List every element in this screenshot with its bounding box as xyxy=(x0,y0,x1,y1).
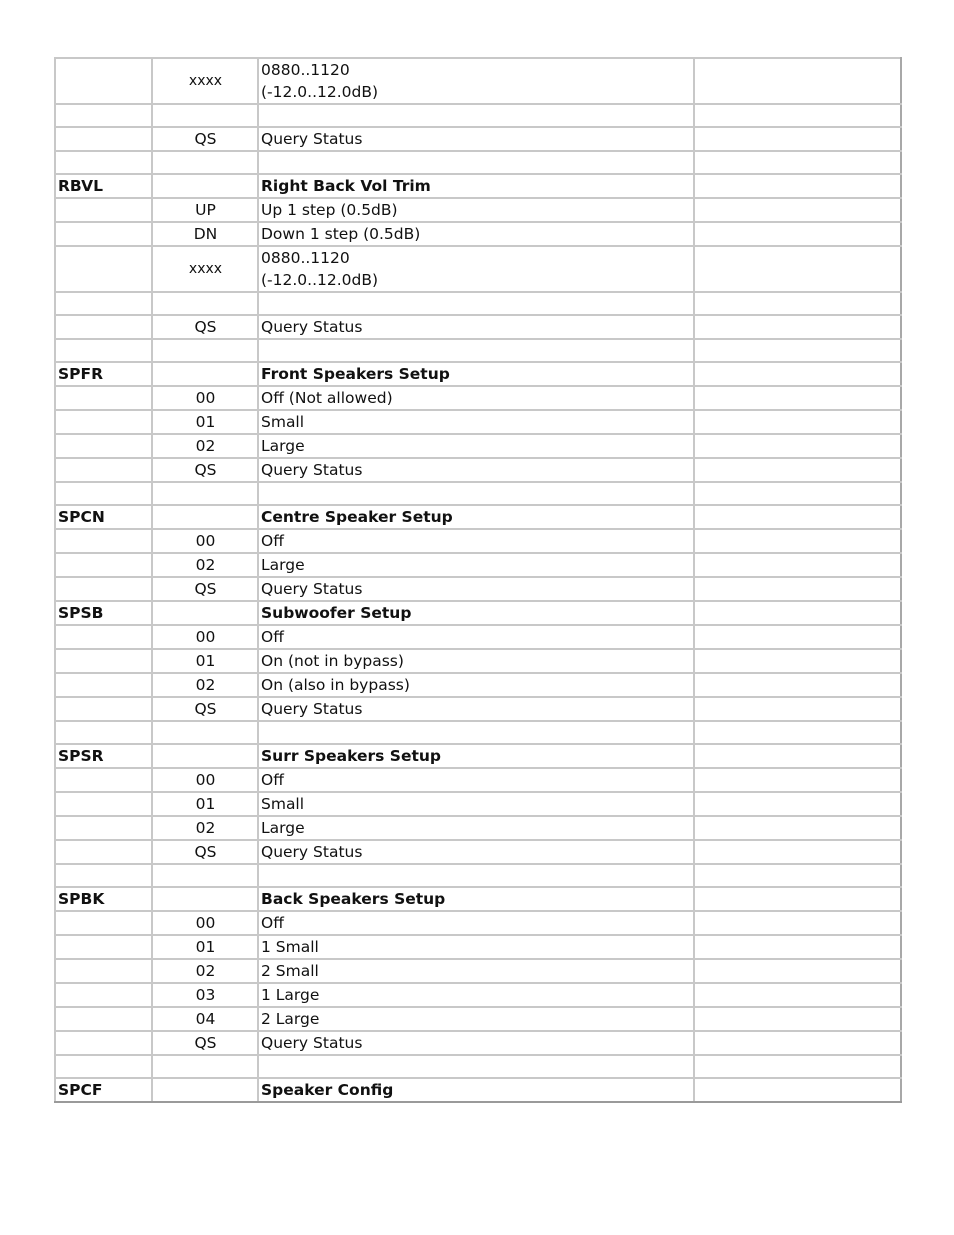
command-name-cell xyxy=(55,434,152,458)
command-name-cell xyxy=(55,816,152,840)
parameter-code-cell xyxy=(152,482,258,505)
command-table-body xyxy=(55,58,901,1102)
notes-cell xyxy=(694,362,901,386)
parameter-code-cell: QS xyxy=(152,127,258,151)
description-cell: Small xyxy=(258,792,694,816)
notes-cell xyxy=(694,697,901,721)
command-name-cell: RBVL xyxy=(55,174,152,198)
parameter-code-cell: 03 xyxy=(152,983,258,1007)
description-cell: On (also in bypass) xyxy=(258,673,694,697)
description-cell: Off (Not allowed) xyxy=(258,386,694,410)
table-row xyxy=(55,1007,901,1031)
command-name-cell xyxy=(55,482,152,505)
parameter-code-cell: 02 xyxy=(152,673,258,697)
parameter-code-cell: QS xyxy=(152,697,258,721)
command-header-row xyxy=(55,174,901,198)
command-name-cell xyxy=(55,697,152,721)
command-name-cell xyxy=(55,198,152,222)
table-row xyxy=(55,151,901,174)
parameter-code-cell xyxy=(152,505,258,529)
parameter-code-cell: 02 xyxy=(152,434,258,458)
command-name-cell: SPCN xyxy=(55,505,152,529)
parameter-code-cell: 01 xyxy=(152,935,258,959)
table-row xyxy=(55,649,901,673)
notes-cell xyxy=(694,721,901,744)
description-cell xyxy=(258,339,694,362)
description-cell: Front Speakers Setup xyxy=(258,362,694,386)
description-cell: Up 1 step (0.5dB) xyxy=(258,198,694,222)
table-row xyxy=(55,816,901,840)
notes-cell xyxy=(694,127,901,151)
notes-cell xyxy=(694,935,901,959)
table-row xyxy=(55,246,901,292)
description-cell xyxy=(258,292,694,315)
table-row xyxy=(55,959,901,983)
command-name-cell xyxy=(55,911,152,935)
notes-cell xyxy=(694,151,901,174)
description-cell: Right Back Vol Trim xyxy=(258,174,694,198)
notes-cell xyxy=(694,434,901,458)
table-row xyxy=(55,625,901,649)
description-cell: Query Status xyxy=(258,458,694,482)
parameter-code-cell: 01 xyxy=(152,792,258,816)
notes-cell xyxy=(694,482,901,505)
description-cell xyxy=(258,482,694,505)
parameter-code-cell: 01 xyxy=(152,649,258,673)
parameter-code-cell: 02 xyxy=(152,816,258,840)
description-cell: Small xyxy=(258,410,694,434)
command-header-row xyxy=(55,362,901,386)
description-cell: Large xyxy=(258,434,694,458)
description-cell: 1 Small xyxy=(258,935,694,959)
command-name-cell xyxy=(55,151,152,174)
command-name-cell xyxy=(55,721,152,744)
table-row xyxy=(55,386,901,410)
description-cell: Query Status xyxy=(258,577,694,601)
description-cell: Subwoofer Setup xyxy=(258,601,694,625)
table-row xyxy=(55,697,901,721)
description-line: 0880..1120 xyxy=(261,61,350,79)
description-cell: 2 Small xyxy=(258,959,694,983)
notes-cell xyxy=(694,1007,901,1031)
description-cell: Off xyxy=(258,625,694,649)
parameter-code-cell xyxy=(152,601,258,625)
description-cell: 1 Large xyxy=(258,983,694,1007)
notes-cell xyxy=(694,1078,901,1102)
parameter-code-cell xyxy=(152,174,258,198)
notes-cell xyxy=(694,887,901,911)
description-cell xyxy=(258,721,694,744)
command-header-row xyxy=(55,1078,901,1102)
notes-cell xyxy=(694,458,901,482)
command-name-cell xyxy=(55,458,152,482)
parameter-code-cell: QS xyxy=(152,315,258,339)
parameter-code-cell: DN xyxy=(152,222,258,246)
command-name-cell xyxy=(55,625,152,649)
command-name-cell xyxy=(55,983,152,1007)
command-name-cell: SPSR xyxy=(55,744,152,768)
command-header-row xyxy=(55,505,901,529)
command-name-cell xyxy=(55,959,152,983)
description-line: 0880..1120 xyxy=(261,249,350,267)
table-row xyxy=(55,127,901,151)
table-row xyxy=(55,482,901,505)
parameter-code-cell: 00 xyxy=(152,768,258,792)
notes-cell xyxy=(694,315,901,339)
command-name-cell xyxy=(55,58,152,104)
command-name-cell: SPFR xyxy=(55,362,152,386)
table-row xyxy=(55,1055,901,1078)
command-name-cell xyxy=(55,386,152,410)
command-name-cell xyxy=(55,840,152,864)
description-cell: Down 1 step (0.5dB) xyxy=(258,222,694,246)
notes-cell xyxy=(694,198,901,222)
parameter-code-cell: QS xyxy=(152,840,258,864)
table-row xyxy=(55,911,901,935)
description-cell: Off xyxy=(258,529,694,553)
command-name-cell: SPBK xyxy=(55,887,152,911)
notes-cell xyxy=(694,505,901,529)
notes-cell xyxy=(694,816,901,840)
command-header-row xyxy=(55,601,901,625)
command-name-cell xyxy=(55,410,152,434)
command-name-cell xyxy=(55,577,152,601)
command-name-cell: SPCF xyxy=(55,1078,152,1102)
table-row xyxy=(55,104,901,127)
notes-cell xyxy=(694,553,901,577)
description-cell xyxy=(258,104,694,127)
command-name-cell xyxy=(55,292,152,315)
command-name-cell xyxy=(55,1031,152,1055)
notes-cell xyxy=(694,601,901,625)
description-cell: On (not in bypass) xyxy=(258,649,694,673)
parameter-code-cell: xxxx xyxy=(152,246,258,292)
notes-cell xyxy=(694,1055,901,1078)
description-cell: Off xyxy=(258,768,694,792)
parameter-code-cell: 01 xyxy=(152,410,258,434)
notes-cell xyxy=(694,104,901,127)
notes-cell xyxy=(694,911,901,935)
table-row xyxy=(55,792,901,816)
table-row xyxy=(55,410,901,434)
parameter-code-cell: 00 xyxy=(152,529,258,553)
notes-cell xyxy=(694,246,901,292)
table-row xyxy=(55,315,901,339)
command-name-cell xyxy=(55,1007,152,1031)
notes-cell xyxy=(694,864,901,887)
notes-cell xyxy=(694,222,901,246)
notes-cell xyxy=(694,58,901,104)
parameter-code-cell: UP xyxy=(152,198,258,222)
table-row xyxy=(55,673,901,697)
parameter-code-cell: 02 xyxy=(152,959,258,983)
description-cell: Query Status xyxy=(258,697,694,721)
notes-cell xyxy=(694,292,901,315)
description-cell xyxy=(258,864,694,887)
parameter-code-cell: 00 xyxy=(152,386,258,410)
notes-cell xyxy=(694,1031,901,1055)
description-line: (-12.0..12.0dB) xyxy=(261,271,379,289)
description-cell xyxy=(258,1055,694,1078)
command-name-cell xyxy=(55,127,152,151)
command-name-cell xyxy=(55,104,152,127)
command-name-cell xyxy=(55,673,152,697)
command-name-cell xyxy=(55,649,152,673)
description-cell: Query Status xyxy=(258,1031,694,1055)
notes-cell xyxy=(694,649,901,673)
command-name-cell xyxy=(55,246,152,292)
notes-cell xyxy=(694,959,901,983)
command-name-cell xyxy=(55,315,152,339)
command-name-cell xyxy=(55,1055,152,1078)
command-name-cell xyxy=(55,529,152,553)
table-row xyxy=(55,198,901,222)
description-cell: Query Status xyxy=(258,127,694,151)
parameter-code-cell xyxy=(152,721,258,744)
notes-cell xyxy=(694,792,901,816)
command-name-cell xyxy=(55,864,152,887)
parameter-code-cell: 00 xyxy=(152,625,258,649)
description-cell: Large xyxy=(258,553,694,577)
notes-cell xyxy=(694,174,901,198)
table-row xyxy=(55,840,901,864)
parameter-code-cell xyxy=(152,104,258,127)
description-cell: Off xyxy=(258,911,694,935)
parameter-code-cell xyxy=(152,362,258,386)
table-row xyxy=(55,434,901,458)
command-name-cell xyxy=(55,935,152,959)
command-table xyxy=(54,57,902,1103)
command-name-cell xyxy=(55,222,152,246)
parameter-code-cell xyxy=(152,1055,258,1078)
description-cell: Query Status xyxy=(258,840,694,864)
parameter-code-cell xyxy=(152,864,258,887)
parameter-code-cell: 04 xyxy=(152,1007,258,1031)
command-name-cell xyxy=(55,792,152,816)
table-row xyxy=(55,1031,901,1055)
notes-cell xyxy=(694,339,901,362)
table-row xyxy=(55,529,901,553)
description-cell xyxy=(258,58,694,104)
parameter-code-cell: QS xyxy=(152,577,258,601)
description-cell: Query Status xyxy=(258,315,694,339)
notes-cell xyxy=(694,410,901,434)
parameter-code-cell xyxy=(152,292,258,315)
parameter-code-cell: QS xyxy=(152,1031,258,1055)
description-line: (-12.0..12.0dB) xyxy=(261,83,379,101)
table-row xyxy=(55,292,901,315)
table-row xyxy=(55,935,901,959)
parameter-code-cell: 02 xyxy=(152,553,258,577)
notes-cell xyxy=(694,983,901,1007)
notes-cell xyxy=(694,744,901,768)
notes-cell xyxy=(694,673,901,697)
table-row xyxy=(55,553,901,577)
command-name-cell xyxy=(55,339,152,362)
parameter-code-cell xyxy=(152,887,258,911)
description-cell: Large xyxy=(258,816,694,840)
table-row xyxy=(55,864,901,887)
description-cell xyxy=(258,246,694,292)
command-name-cell: SPSB xyxy=(55,601,152,625)
description-cell: Surr Speakers Setup xyxy=(258,744,694,768)
notes-cell xyxy=(694,577,901,601)
table-row xyxy=(55,721,901,744)
command-name-cell xyxy=(55,553,152,577)
notes-cell xyxy=(694,529,901,553)
table-row xyxy=(55,222,901,246)
notes-cell xyxy=(694,840,901,864)
command-name-cell xyxy=(55,768,152,792)
table-row xyxy=(55,458,901,482)
description-cell xyxy=(258,151,694,174)
description-cell: 2 Large xyxy=(258,1007,694,1031)
parameter-code-cell xyxy=(152,1078,258,1102)
parameter-code-cell: 00 xyxy=(152,911,258,935)
table-row xyxy=(55,58,901,104)
description-cell: Centre Speaker Setup xyxy=(258,505,694,529)
command-header-row xyxy=(55,887,901,911)
description-cell: Back Speakers Setup xyxy=(258,887,694,911)
table-row xyxy=(55,339,901,362)
table-row xyxy=(55,768,901,792)
parameter-code-cell: xxxx xyxy=(152,58,258,104)
parameter-code-cell xyxy=(152,339,258,362)
table-row xyxy=(55,577,901,601)
table-row xyxy=(55,983,901,1007)
description-cell: Speaker Config xyxy=(258,1078,694,1102)
parameter-code-cell xyxy=(152,151,258,174)
command-header-row xyxy=(55,744,901,768)
notes-cell xyxy=(694,625,901,649)
notes-cell xyxy=(694,386,901,410)
parameter-code-cell xyxy=(152,744,258,768)
notes-cell xyxy=(694,768,901,792)
parameter-code-cell: QS xyxy=(152,458,258,482)
